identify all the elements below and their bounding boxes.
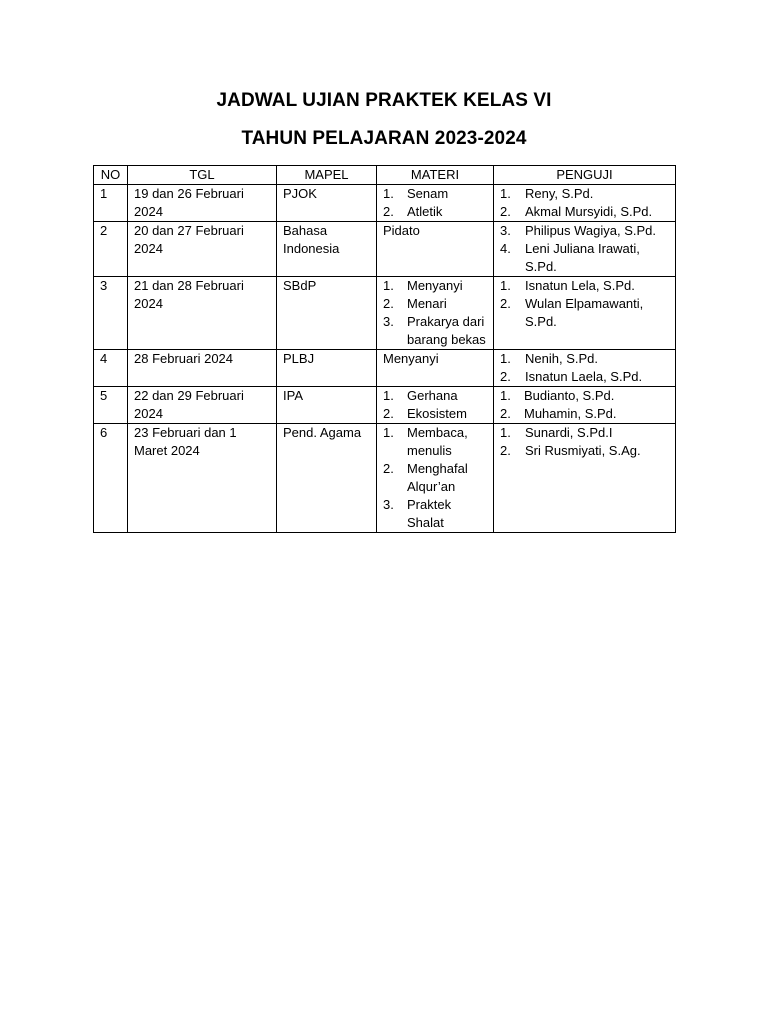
list-number: 1.: [383, 278, 394, 293]
list-item: [500, 185, 669, 203]
list-number: 3.: [383, 497, 394, 512]
list-number: 2.: [500, 204, 511, 219]
list-number: 1.: [500, 425, 511, 440]
list-item: [500, 203, 669, 221]
cell-no: 6: [94, 424, 128, 533]
cell-mapel: PLBJ: [277, 350, 377, 387]
list-text: Isnatun Laela, S.Pd.: [525, 369, 643, 384]
list-text: Budianto, S.Pd.: [524, 388, 615, 403]
schedule-table: [93, 165, 676, 533]
cell-materi: [377, 350, 494, 387]
cell-mapel: PJOK: [277, 185, 377, 222]
penguji-list: [500, 277, 669, 331]
list-number: 2.: [383, 461, 394, 476]
list-text: Nenih, S.Pd.: [525, 351, 598, 366]
penguji-list: [500, 185, 669, 221]
cell-materi: [377, 387, 494, 424]
cell-tgl: 19 dan 26 Februari 2024: [128, 185, 277, 222]
table-row: [94, 350, 676, 387]
cell-no: 5: [94, 387, 128, 424]
list-text: Philipus Wagiya, S.Pd.: [525, 223, 657, 238]
list-text: Sri Rusmiyati, S.Ag.: [525, 443, 641, 458]
list-item: [500, 295, 669, 331]
materi-list: [383, 277, 487, 349]
list-number: 2.: [500, 296, 511, 311]
list-text: Menghafal Alqur’an: [407, 461, 468, 494]
list-text: Membaca, menulis: [407, 425, 468, 458]
header-materi: MATERI: [377, 166, 494, 185]
list-text: Leni Juliana Irawati, S.Pd.: [525, 241, 640, 274]
list-item: [383, 295, 487, 313]
cell-penguji: [494, 277, 676, 350]
cell-no: 4: [94, 350, 128, 387]
cell-mapel: SBdP: [277, 277, 377, 350]
list-number: 1.: [500, 186, 511, 201]
list-number: 2.: [383, 204, 394, 219]
list-text: Reny, S.Pd.: [525, 186, 594, 201]
list-item: [500, 442, 669, 460]
list-item: [500, 405, 669, 423]
table-row: [94, 277, 676, 350]
list-item: [500, 350, 669, 368]
list-text: Senam: [407, 186, 449, 201]
cell-no: 1: [94, 185, 128, 222]
table-header-row: [94, 166, 676, 185]
list-item: [383, 424, 487, 460]
materi-list: [383, 185, 487, 221]
list-item: [383, 405, 487, 423]
document-title: JADWAL UJIAN PRAKTEK KELAS VI: [216, 90, 552, 111]
list-number: 1.: [383, 425, 394, 440]
cell-tgl: 21 dan 28 Februari 2024: [128, 277, 277, 350]
list-item: [383, 387, 487, 405]
materi-list: [383, 387, 487, 423]
list-item: [383, 460, 487, 496]
cell-tgl: 20 dan 27 Februari 2024: [128, 222, 277, 277]
penguji-list: [500, 222, 669, 276]
cell-no: 3: [94, 277, 128, 350]
header-penguji: PENGUJI: [494, 166, 676, 185]
list-number: 4.: [500, 241, 511, 256]
cell-materi: [377, 424, 494, 533]
penguji-list: [500, 387, 669, 423]
cell-tgl: 22 dan 29 Februari 2024: [128, 387, 277, 424]
list-item: [383, 185, 487, 203]
cell-penguji: [494, 350, 676, 387]
header-no: NO: [94, 166, 128, 185]
materi-text: Pidato: [383, 223, 420, 238]
list-item: [383, 203, 487, 221]
list-text: Prakarya dari barang bekas: [407, 314, 486, 347]
list-item: [500, 222, 669, 240]
cell-no: 2: [94, 222, 128, 277]
cell-penguji: [494, 424, 676, 533]
materi-list: [383, 424, 487, 532]
list-text: Menyanyi: [407, 278, 463, 293]
list-item: [383, 496, 487, 532]
cell-penguji: [494, 222, 676, 277]
list-number: 3.: [500, 223, 511, 238]
list-number: 1.: [383, 186, 394, 201]
cell-penguji: [494, 387, 676, 424]
cell-mapel: IPA: [277, 387, 377, 424]
list-text: Praktek Shalat: [407, 497, 452, 530]
table-row: [94, 222, 676, 277]
cell-tgl: 23 Februari dan 1 Maret 2024: [128, 424, 277, 533]
list-item: [500, 387, 669, 405]
cell-materi: [377, 185, 494, 222]
table-row: [94, 424, 676, 533]
list-number: 1.: [500, 388, 511, 403]
list-text: Wulan Elpamawanti, S.Pd.: [525, 296, 644, 329]
list-item: [500, 277, 669, 295]
table-row: [94, 387, 676, 424]
list-item: [500, 368, 669, 386]
cell-mapel: Pend. Agama: [277, 424, 377, 533]
list-text: Sunardi, S.Pd.I: [525, 425, 613, 440]
cell-penguji: [494, 185, 676, 222]
list-text: Isnatun Lela, S.Pd.: [525, 278, 635, 293]
table-row: [94, 185, 676, 222]
list-text: Akmal Mursyidi, S.Pd.: [525, 204, 653, 219]
materi-text: Menyanyi: [383, 351, 439, 366]
cell-materi: [377, 277, 494, 350]
list-item: [383, 277, 487, 295]
document-subtitle: TAHUN PELAJARAN 2023-2024: [241, 128, 527, 149]
list-number: 2.: [500, 369, 511, 384]
list-number: 1.: [383, 388, 394, 403]
list-number: 2.: [500, 443, 511, 458]
header-mapel: MAPEL: [277, 166, 377, 185]
list-text: Atletik: [407, 204, 443, 219]
list-number: 1.: [500, 351, 511, 366]
list-item: [500, 240, 669, 276]
penguji-list: [500, 424, 669, 460]
cell-materi: [377, 222, 494, 277]
list-text: Menari: [407, 296, 447, 311]
cell-mapel: Bahasa Indonesia: [277, 222, 377, 277]
list-number: 3.: [383, 314, 394, 329]
list-number: 2.: [500, 406, 511, 421]
list-text: Gerhana: [407, 388, 458, 403]
cell-tgl: 28 Februari 2024: [128, 350, 277, 387]
list-number: 2.: [383, 406, 394, 421]
list-item: [383, 313, 487, 349]
list-text: Ekosistem: [407, 406, 467, 421]
header-tgl: TGL: [128, 166, 277, 185]
list-item: [500, 424, 669, 442]
list-number: 1.: [500, 278, 511, 293]
list-text: Muhamin, S.Pd.: [524, 406, 617, 421]
list-number: 2.: [383, 296, 394, 311]
penguji-list: [500, 350, 669, 386]
